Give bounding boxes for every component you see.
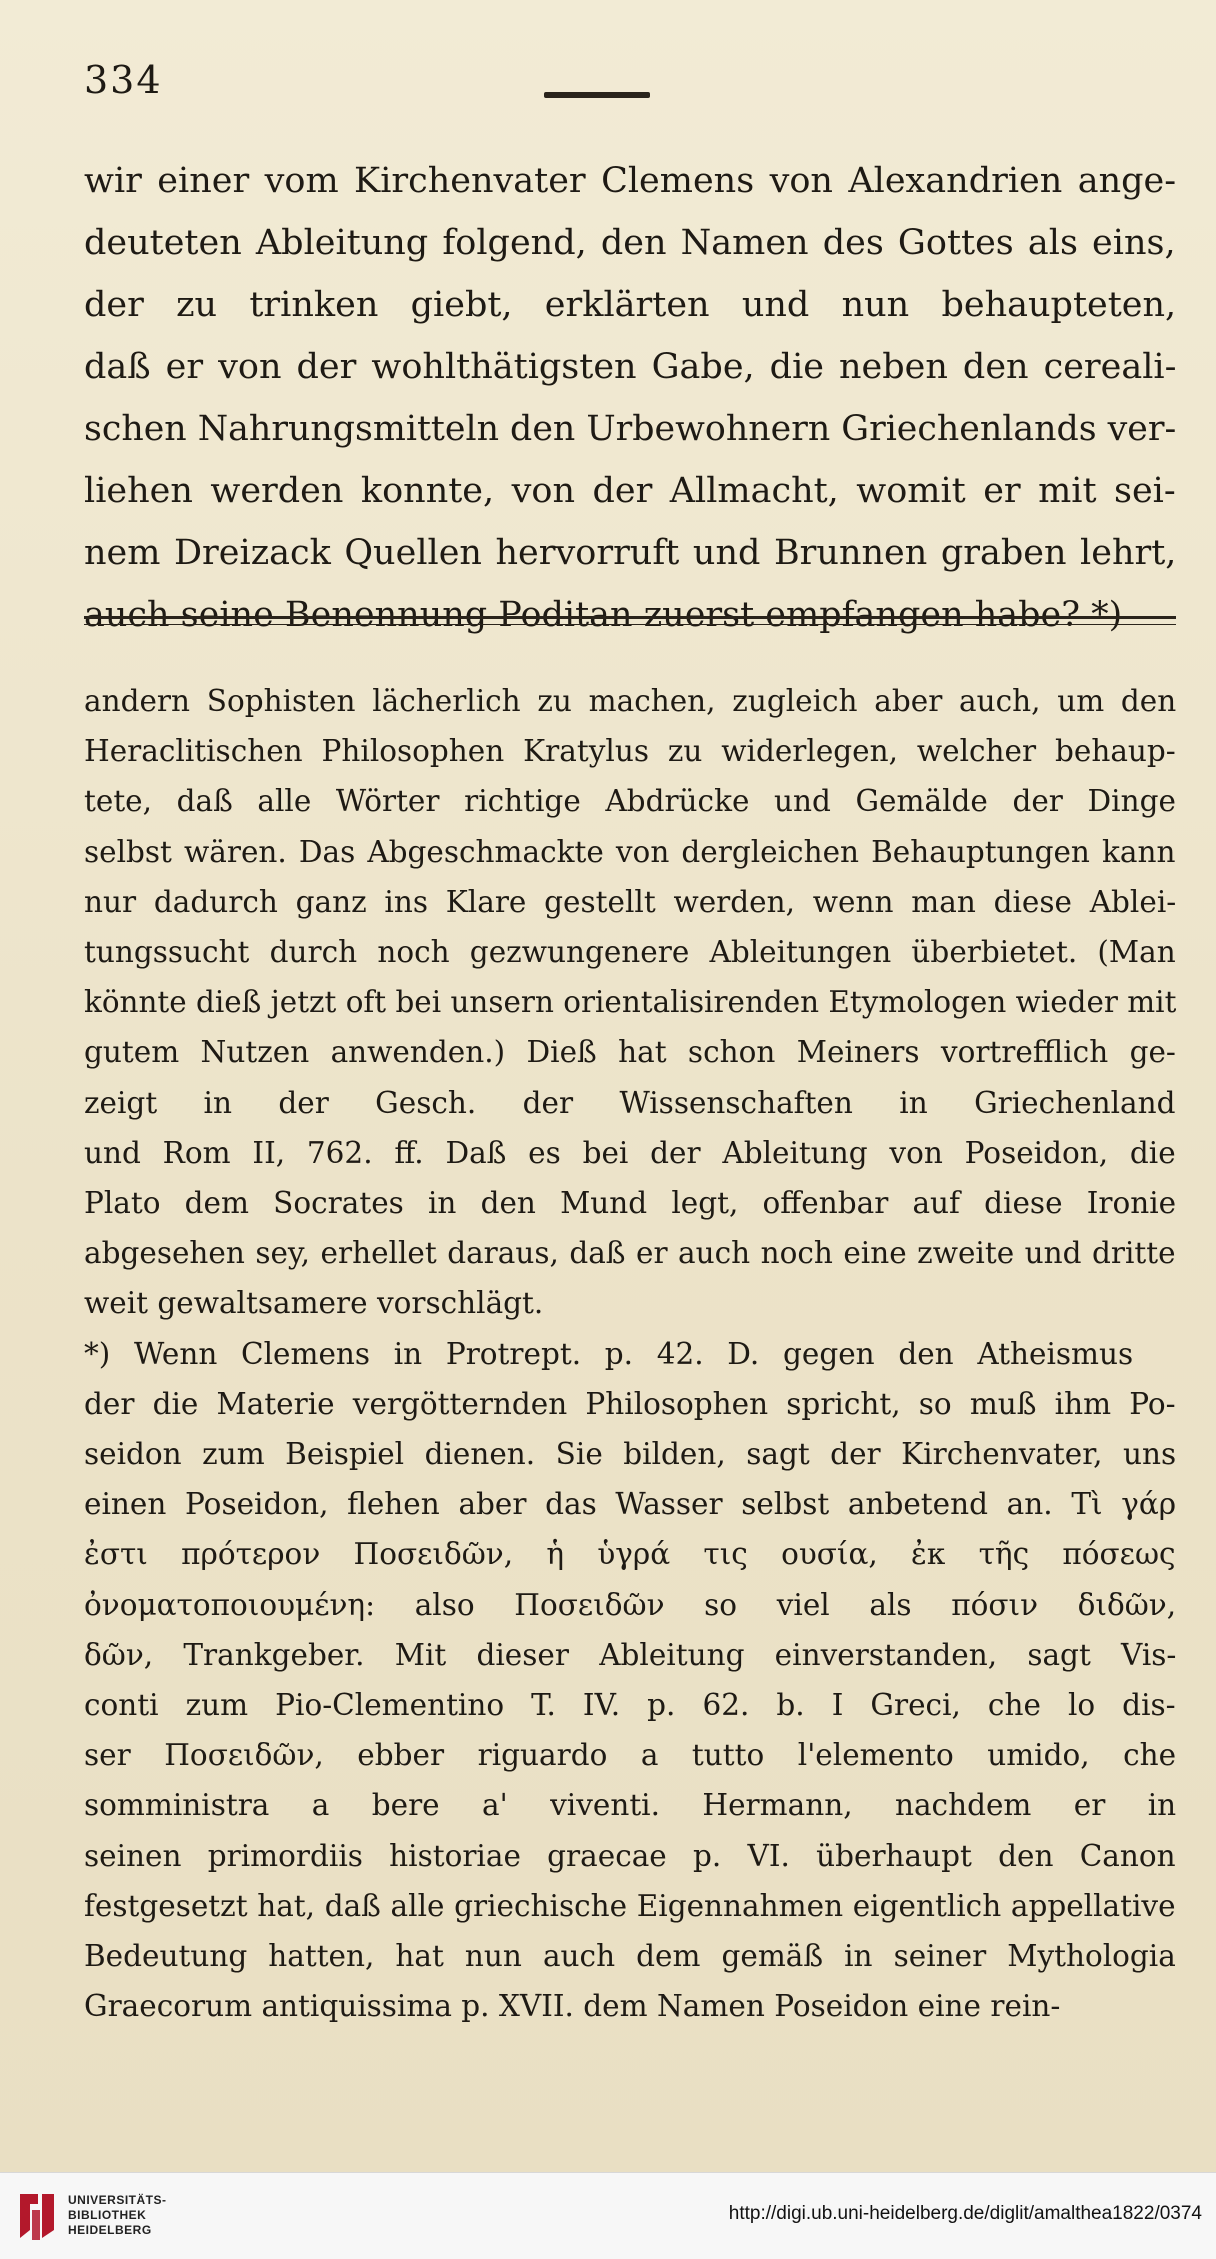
footnote-line: Heraclitischen Philosophen Kratylus zu widerlegen, welcher behaup- xyxy=(84,734,1176,769)
footnote-line: Plato dem Socrates in den Mund legt, offenbar auf diese Ironie xyxy=(84,1186,1176,1221)
footnote-line: Graecorum antiquissima p. XVII. dem Namen Poseidon eine rein- xyxy=(84,1989,1061,2024)
body-line: daß er von der wohlthätigsten Gabe, die neben den cereali- xyxy=(84,347,1176,387)
library-name-line: UNIVERSITÄTS- xyxy=(68,2193,167,2207)
footnote-line: zeigt in der Gesch. der Wissenschaften in Griechenland xyxy=(84,1085,1176,1120)
library-name xyxy=(68,2193,167,2238)
footnote-line: seidon zum Beispiel dienen. Sie bilden, sagt der Kirchenvater, uns xyxy=(84,1437,1176,1472)
footnote-line: ἐστι πρότερον Ποσειδῶν, ἡ ὑγρά τις ουσία, ἐκ τῆς πόσεως xyxy=(84,1537,1176,1572)
library-logo-icon[interactable] xyxy=(14,2190,60,2242)
footnote-text xyxy=(84,676,1176,2031)
footnote-line: und Rom II, 762. ff. Daß es bei der Ableitung von Poseidon, die xyxy=(84,1135,1176,1170)
body-line: nem Dreizack Quellen hervorruft und Brunnen graben lehrt, xyxy=(84,533,1176,573)
footnote-line: festgesetzt hat, daß alle griechische Eigennahmen eigentlich appellative xyxy=(84,1888,1176,1923)
page-number: 334 xyxy=(84,58,163,102)
footnote-line: abgesehen sey, erhellet daraus, daß er auch noch eine zweite und dritte xyxy=(84,1236,1176,1271)
body-line: liehen werden konnte, von der Allmacht, womit er mit sei- xyxy=(84,471,1176,511)
footnote-line: somministra a bere a' viventi. Hermann, nachdem er in xyxy=(84,1788,1176,1823)
body-line: schen Nahrungsmitteln den Urbewohnern Griechenlands ver- xyxy=(84,409,1176,449)
footnote-line: der die Materie vergötternden Philosophen spricht, so muß ihm Po- xyxy=(84,1386,1176,1421)
footer-bar xyxy=(0,2172,1216,2259)
body-line: deuteten Ableitung folgend, den Namen des Gottes als eins, xyxy=(84,223,1176,263)
footnote-line: seinen primordiis historiae graecae p. VI. überhaupt den Canon xyxy=(84,1838,1176,1873)
footnote-line: selbst wären. Das Abgeschmackte von dergleichen Behauptungen kann xyxy=(84,834,1176,869)
footnote-separator-thin xyxy=(84,624,1176,625)
footnote-line: conti zum Pio-Clementino T. IV. p. 62. b. I Greci, che lo dis- xyxy=(84,1688,1176,1723)
footnote-line: tungssucht durch noch gezwungenere Ableitungen überbietet. (Man xyxy=(84,935,1176,970)
library-name-line: BIBLIOTHEK xyxy=(68,2208,147,2222)
footnote-line: *) Wenn Clemens in Protrept. p. 42. D. gegen den Atheismus xyxy=(84,1336,1134,1371)
body-line: auch seine Benennung Poditan zuerst empfangen habe? *) xyxy=(84,595,1123,635)
footnote-line: ser Ποσειδῶν, ebber riguardo a tutto l'elemento umido, che xyxy=(84,1738,1176,1773)
header-rule xyxy=(544,92,650,98)
footnote-line: einen Poseidon, flehen aber das Wasser selbst anbetend an. Τὶ γάρ xyxy=(84,1487,1176,1522)
footnote-separator xyxy=(84,616,1176,619)
footnote-line: weit gewaltsamere vorschlägt. xyxy=(84,1286,544,1321)
body-line: wir einer vom Kirchenvater Clemens von Alexandrien ange- xyxy=(84,161,1176,201)
footnote-line: δῶν, Trankgeber. Mit dieser Ableitung einverstanden, sagt Vis- xyxy=(84,1637,1176,1672)
footnote-line: ὀνοματοποιουμένη: also Ποσειδῶν so viel als πόσιν διδῶν, xyxy=(84,1587,1176,1622)
main-body-text xyxy=(84,150,1176,646)
footnote-line: tete, daß alle Wörter richtige Abdrücke und Gemälde der Dinge xyxy=(84,784,1176,819)
library-name-line: HEIDELBERG xyxy=(68,2223,152,2237)
source-url-link[interactable]: http://digi.ub.uni-heidelberg.de/diglit/amalthea1822/0374 xyxy=(728,2203,1202,2224)
footnote-line: gutem Nutzen anwenden.) Dieß hat schon Meiners vortrefflich ge- xyxy=(84,1035,1176,1070)
footnote-line: Bedeutung hatten, hat nun auch dem gemäß in seiner Mythologia xyxy=(84,1939,1176,1974)
footnote-line: andern Sophisten lächerlich zu machen, zugleich aber auch, um den xyxy=(84,684,1176,718)
footnote-line: nur dadurch ganz ins Klare gestellt werden, wenn man diese Ablei- xyxy=(84,884,1176,919)
footnote-line: könnte dieß jetzt oft bei unsern orientalisirenden Etymologen wieder mit xyxy=(84,985,1176,1020)
body-line: der zu trinken giebt, erklärten und nun behaupteten, xyxy=(84,285,1176,325)
